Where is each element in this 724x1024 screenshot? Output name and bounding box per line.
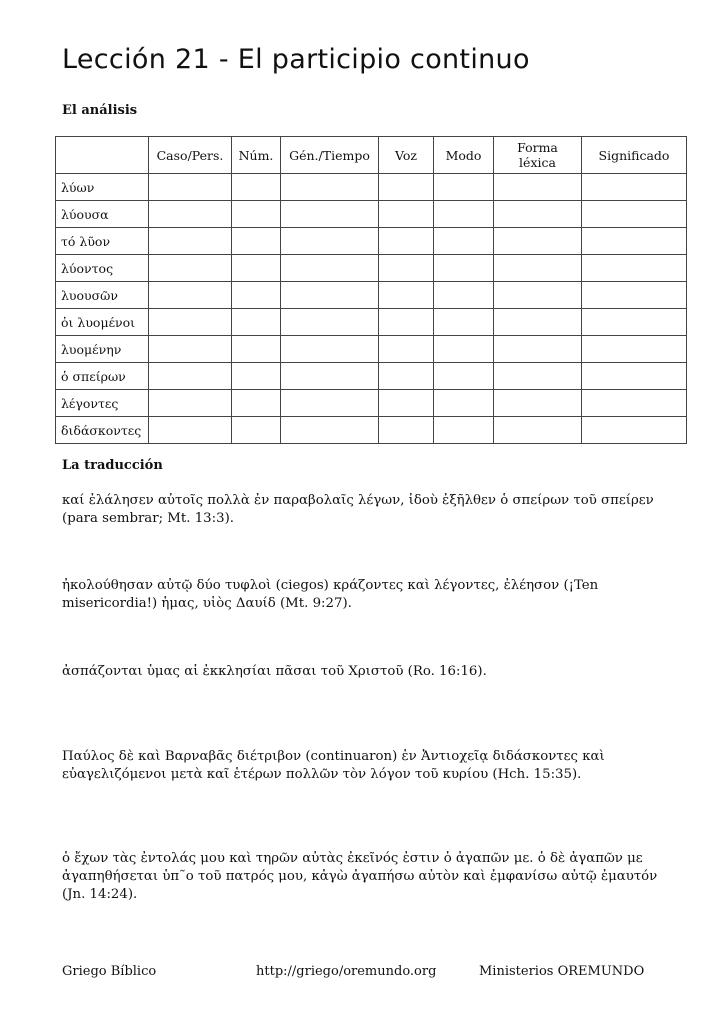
answer-cell <box>494 390 582 417</box>
answer-cell <box>494 417 582 444</box>
footer-url: http://griego/oremundo.org <box>256 964 437 979</box>
column-header: Forma léxica <box>494 137 582 174</box>
answer-cell <box>281 309 379 336</box>
answer-cell <box>379 417 434 444</box>
answer-cell <box>281 390 379 417</box>
participle-form: λυουσῶν <box>56 282 149 309</box>
answer-cell <box>149 417 232 444</box>
translation-sentence: καί ἐλάλησεν αὐτοῖς πολλὰ ἐν παραβολαῖς λέγων, ἰδοὺ ἐξῆλθεν ὁ σπείρων τοῦ σπείρεν (para sembrar; Mt. 13:3). <box>62 493 654 526</box>
table-row <box>56 228 687 255</box>
analysis-table <box>55 136 687 444</box>
answer-cell <box>149 255 232 282</box>
answer-cell <box>281 336 379 363</box>
participle-form: λυομένην <box>56 336 149 363</box>
column-header: Caso/Pers. <box>149 137 232 174</box>
translation-heading: La traducción <box>62 458 163 473</box>
answer-cell <box>379 228 434 255</box>
column-header: Gén./Tiempo <box>281 137 379 174</box>
answer-cell <box>379 174 434 201</box>
table-row <box>56 201 687 228</box>
translation-sentence: ὁ ἔχων τὰς ἐντολάς μου καὶ τηρῶν αὐτὰς ἐκεῖνός ἐστιν ὁ ἀγαπῶν με. ὁ δὲ ἀγαπῶν με ἀγαπηθήσεται ὑπ῀ο τοῦ πατρός μου, κἀγὼ ἀγαπήσω αὐτὸν καὶ ἐμφανίσω αὐτῷ ἐμαυτόν (Jn. 14:24). <box>62 851 658 902</box>
answer-cell <box>379 282 434 309</box>
answer-cell <box>232 336 281 363</box>
answer-cell <box>434 309 494 336</box>
table-row <box>56 363 687 390</box>
column-header: Significado <box>582 137 687 174</box>
participle-form: διδάσκοντες <box>56 417 149 444</box>
answer-cell <box>434 228 494 255</box>
answer-cell <box>434 282 494 309</box>
answer-cell <box>434 336 494 363</box>
answer-cell <box>582 228 687 255</box>
answer-cell <box>434 390 494 417</box>
footer-ministry: Ministerios OREMUNDO <box>479 964 645 979</box>
column-header: Voz <box>379 137 434 174</box>
answer-cell <box>281 417 379 444</box>
table-row <box>56 336 687 363</box>
answer-cell <box>232 255 281 282</box>
participle-form: ὁ σπείρων <box>56 363 149 390</box>
answer-cell <box>232 390 281 417</box>
answer-cell <box>582 174 687 201</box>
column-header <box>56 137 149 174</box>
answer-cell <box>434 363 494 390</box>
answer-cell <box>494 309 582 336</box>
translation-sentence: ἀσπάζονται ὑμας αἱ ἐκκλησίαι πᾶσαι τοῦ Χριστοῦ (Ro. 16:16). <box>62 664 487 679</box>
footer-course: Griego Bíblico <box>62 964 157 979</box>
participle-form: ὀι λυομένοι <box>56 309 149 336</box>
table-row <box>56 309 687 336</box>
answer-cell <box>494 228 582 255</box>
answer-cell <box>281 201 379 228</box>
answer-cell <box>281 255 379 282</box>
participle-form: λύοντος <box>56 255 149 282</box>
translation-sentence: ἠκολούθησαν αὐτῷ δύο τυφλοὶ (ciegos) κράζοντες καὶ λέγοντες, ἐλέησον (¡Ten misericordia!) ἡμας, υἱὸς Δαυίδ (Mt. 9:27). <box>62 578 599 611</box>
answer-cell <box>232 201 281 228</box>
answer-cell <box>494 282 582 309</box>
answer-cell <box>379 255 434 282</box>
page-title: Lección 21 - El participio continuo <box>62 44 530 75</box>
answer-cell <box>582 390 687 417</box>
participle-form: τό λῦον <box>56 228 149 255</box>
answer-cell <box>434 417 494 444</box>
column-header: Modo <box>434 137 494 174</box>
answer-cell <box>281 363 379 390</box>
answer-cell <box>232 228 281 255</box>
answer-cell <box>379 390 434 417</box>
answer-cell <box>281 282 379 309</box>
answer-cell <box>494 363 582 390</box>
answer-cell <box>582 201 687 228</box>
answer-cell <box>281 174 379 201</box>
table-row <box>56 417 687 444</box>
answer-cell <box>379 201 434 228</box>
table-row <box>56 282 687 309</box>
answer-cell <box>582 282 687 309</box>
answer-cell <box>232 282 281 309</box>
answer-cell <box>149 363 232 390</box>
participle-form: λέγοντες <box>56 390 149 417</box>
table-row <box>56 390 687 417</box>
answer-cell <box>582 255 687 282</box>
table-row <box>56 174 687 201</box>
participle-form: λύουσα <box>56 201 149 228</box>
answer-cell <box>494 201 582 228</box>
answer-cell <box>582 363 687 390</box>
answer-cell <box>379 336 434 363</box>
answer-cell <box>281 228 379 255</box>
answer-cell <box>149 336 232 363</box>
answer-cell <box>494 255 582 282</box>
answer-cell <box>149 390 232 417</box>
answer-cell <box>494 336 582 363</box>
answer-cell <box>232 417 281 444</box>
answer-cell <box>379 309 434 336</box>
answer-cell <box>232 174 281 201</box>
table-row <box>56 255 687 282</box>
participle-form: λύων <box>56 174 149 201</box>
answer-cell <box>582 417 687 444</box>
answer-cell <box>582 336 687 363</box>
answer-cell <box>149 228 232 255</box>
column-header: Núm. <box>232 137 281 174</box>
answer-cell <box>149 201 232 228</box>
answer-cell <box>232 363 281 390</box>
answer-cell <box>582 309 687 336</box>
answer-cell <box>434 174 494 201</box>
answer-cell <box>149 282 232 309</box>
answer-cell <box>434 255 494 282</box>
answer-cell <box>149 309 232 336</box>
table-header-row <box>56 137 687 174</box>
answer-cell <box>494 174 582 201</box>
analysis-heading: El análisis <box>62 103 138 118</box>
translation-sentence: Παύλος δὲ καὶ Βαρναβᾶς διέτριβον (continuaron) ἐν Ἀντιοχεῖᾳ διδάσκοντες καὶ εὐαγελιζόμενοι μετὰ καῖ ἑτέρων πολλῶν τὸν λόγον τοῦ κυρίου (Hch. 15:35). <box>62 749 605 782</box>
answer-cell <box>434 201 494 228</box>
answer-cell <box>149 174 232 201</box>
answer-cell <box>232 309 281 336</box>
answer-cell <box>379 363 434 390</box>
